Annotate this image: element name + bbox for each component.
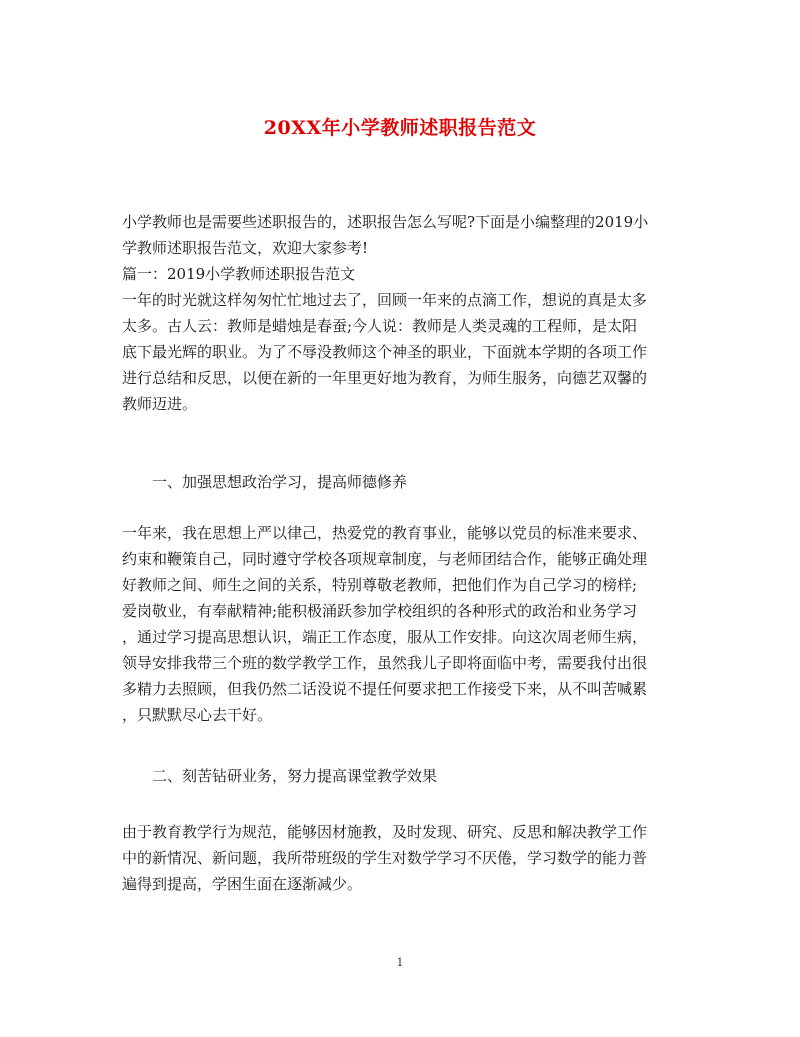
para2-line: ，通过学习提高思想认识，端正工作态度，服从工作安排。向这次周老师生病， xyxy=(122,628,648,646)
para3-line: 由于教育教学行为规范，能够因材施教，及时发现、研究、反思和解决教学工作 xyxy=(122,823,648,841)
document-title: 20XX年小学教师述职报告范文 xyxy=(263,117,537,139)
para1-line: 底下最光辉的职业。为了不辱没教师这个神圣的职业，下面就本学期的各项工作 xyxy=(122,343,648,361)
para2-line: 多精力去照顾，但我仍然二话没说不提任何要求把工作接受下来，从不叫苦喊累 xyxy=(122,680,648,698)
intro-paragraph xyxy=(122,209,680,417)
intro-line: 学教师述职报告范文，欢迎大家参考! xyxy=(122,239,369,257)
intro-line: 小学教师也是需要些述职报告的，述职报告怎么写呢?下面是小编整理的2019小 xyxy=(122,213,649,231)
para1-line: 教师迈进。 xyxy=(122,395,198,413)
paragraph-3 xyxy=(122,819,680,897)
para1-line: 进行总结和反思，以便在新的一年里更好地为教育，为师生服务，向德艺双馨的 xyxy=(122,369,648,387)
paragraph-2 xyxy=(122,520,680,728)
section-heading-1: 一、加强思想政治学习，提高师德修养 xyxy=(152,473,408,491)
para2-line: 好教师之间、师生之间的关系，特别尊敬老教师，把他们作为自己学习的榜样; xyxy=(122,576,638,594)
para1-line: 太多。古人云：教师是蜡烛是春蚕;今人说：教师是人类灵魂的工程师，是太阳 xyxy=(122,317,638,335)
para2-line: ，只默默尽心去干好。 xyxy=(122,706,273,724)
para2-line: 约束和鞭策自己，同时遵守学校各项规章制度，与老师团结合作，能够正确处理 xyxy=(122,550,648,568)
section-heading-2: 二、刻苦钻研业务，努力提高课堂教学效果 xyxy=(152,767,438,785)
para2-line: 一年来，我在思想上严以律己，热爱党的教育事业，能够以党员的标准来要求、 xyxy=(122,524,648,542)
para3-line: 中的新情况、新问题，我所带班级的学生对数学学习不厌倦，学习数学的能力普 xyxy=(122,849,648,867)
para2-line: 爱岗敬业，有奉献精神;能积极涌跃参加学校组织的各种形式的政治和业务学习 xyxy=(122,602,638,620)
part-label: 篇一：2019小学教师述职报告范文 xyxy=(122,265,356,283)
para2-line: 领导安排我带三个班的数学教学工作，虽然我儿子即将面临中考，需要我付出很 xyxy=(122,654,648,672)
para1-line: 一年的时光就这样匆匆忙忙地过去了，回顾一年来的点滴工作，想说的真是太多 xyxy=(122,291,648,309)
page-number: 1 xyxy=(396,956,404,969)
para3-line: 遍得到提高，学困生面在逐渐减少。 xyxy=(122,875,363,893)
